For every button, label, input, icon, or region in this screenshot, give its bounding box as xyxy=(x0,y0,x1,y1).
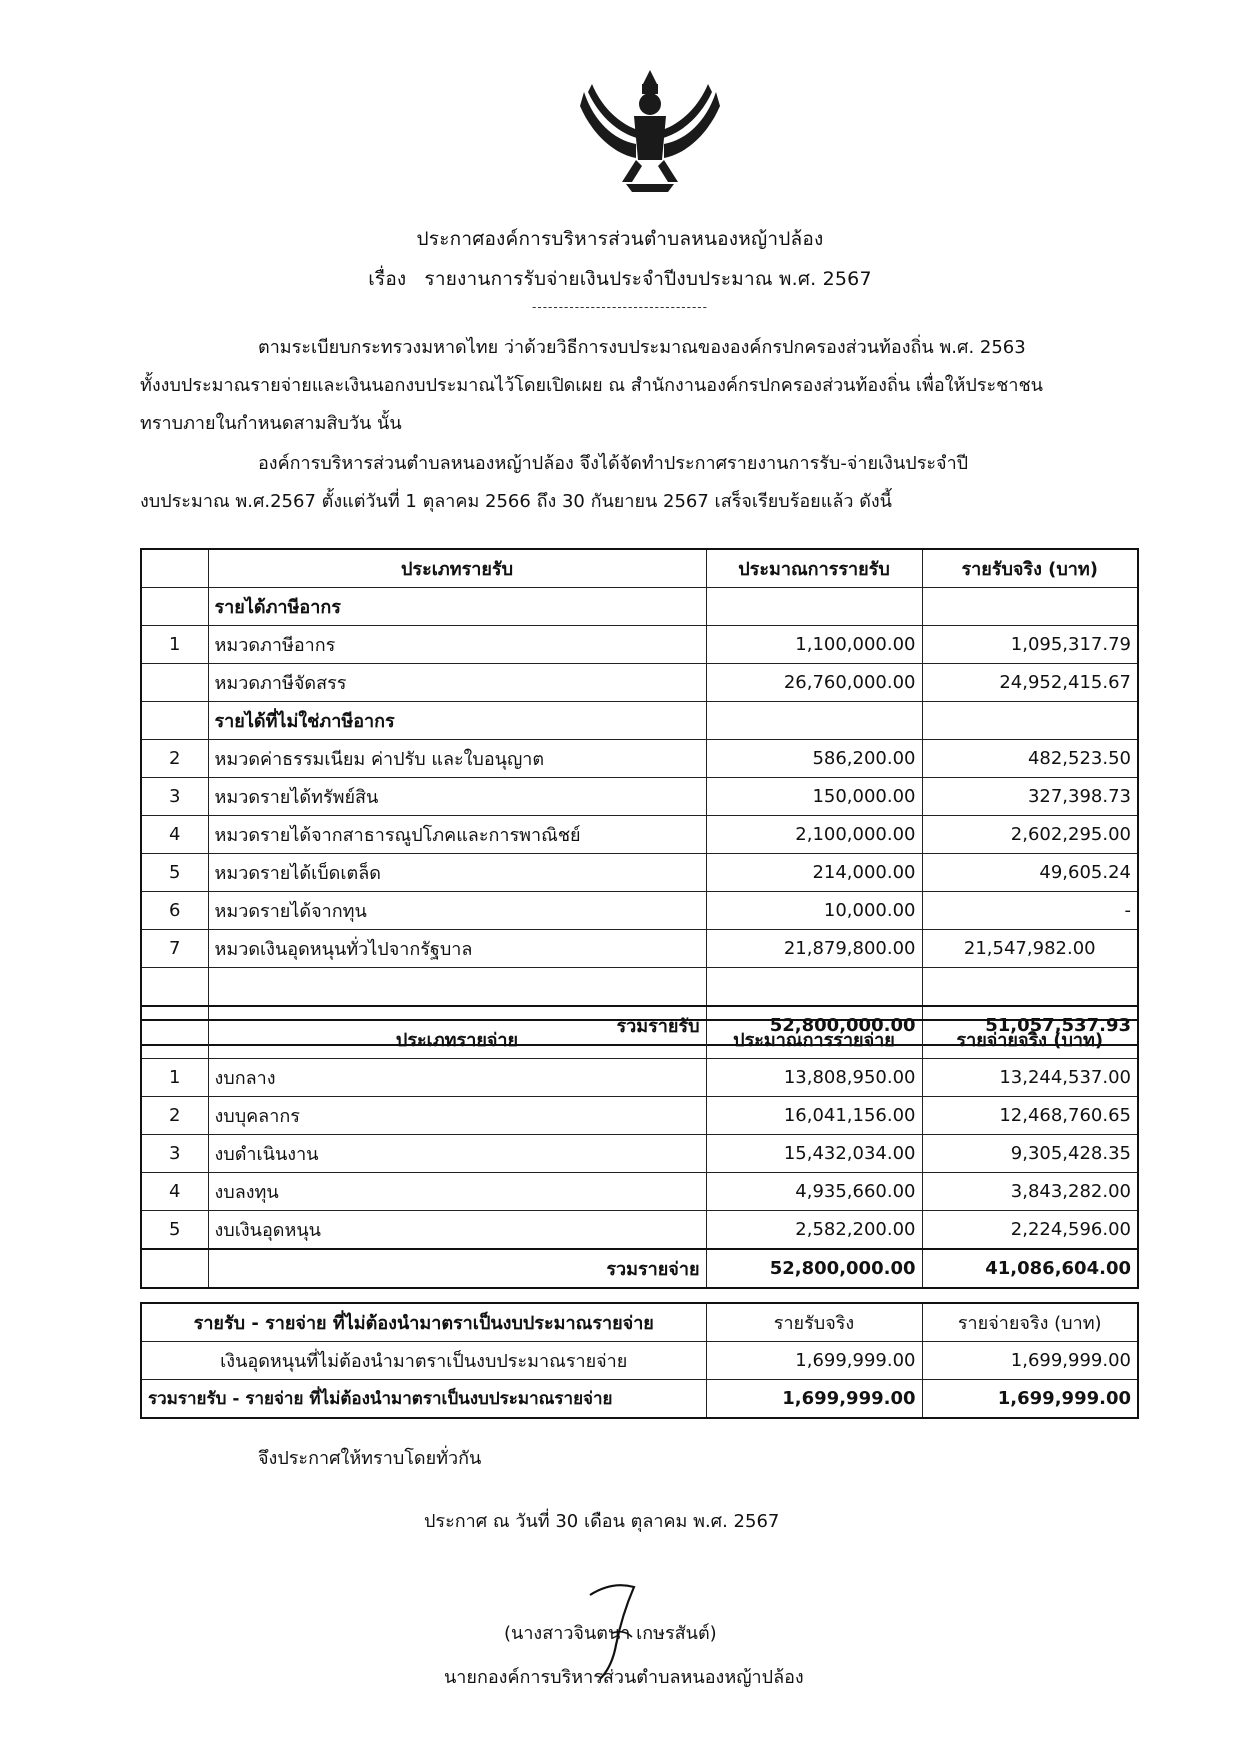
table-row xyxy=(141,1211,1138,1250)
row-actual: 21,547,982.00 xyxy=(922,930,1138,968)
row-name: งบกลาง xyxy=(208,1059,706,1097)
paragraph-1-line-1: ตามระเบียบกระทรวงมหาดไทย ว่าด้วยวิธีการงบประมาณขององค์กรปกครองส่วนท้องถิ่น พ.ศ. 2563 xyxy=(258,337,1026,358)
row-budget: 4,935,660.00 xyxy=(706,1173,922,1211)
row-actual: 2,602,295.00 xyxy=(922,816,1138,854)
row-no: 6 xyxy=(141,892,208,930)
expense-header-no xyxy=(141,1020,208,1059)
closing-notice: จึงประกาศให้ทราบโดยทั่วกัน xyxy=(258,1448,482,1469)
expense-total-label: รวมรายจ่าย xyxy=(208,1249,706,1288)
revenue-group-row xyxy=(141,702,1138,740)
revenue-total-actual: 51,057,537.93 xyxy=(922,1006,1138,1045)
row-budget: 1,100,000.00 xyxy=(706,626,922,664)
row-budget: 26,760,000.00 xyxy=(706,664,922,702)
row-no xyxy=(141,968,208,1007)
expense-header-type: ประเภทรายจ่าย xyxy=(208,1020,706,1059)
revenue-group-non-tax: รายได้ที่ไม่ใช่ภาษีอากร xyxy=(208,702,706,740)
row-expense: 1,699,999.00 xyxy=(922,1342,1138,1380)
row-actual xyxy=(922,968,1138,1007)
revenue-group-row xyxy=(141,588,1138,626)
row-name: เงินอุดหนุนที่ไม่ต้องนำมาตราเป็นงบประมาณรายจ่าย xyxy=(141,1342,706,1380)
row-budget: 15,432,034.00 xyxy=(706,1135,922,1173)
row-budget: 214,000.00 xyxy=(706,854,922,892)
revenue-total-budget: 52,800,000.00 xyxy=(706,1006,922,1045)
row-budget: 2,100,000.00 xyxy=(706,816,922,854)
non-budget-header-income: รายรับจริง xyxy=(706,1303,922,1342)
non-budget-total-row xyxy=(141,1380,1138,1419)
row-actual: 327,398.73 xyxy=(922,778,1138,816)
row-actual: 24,952,415.67 xyxy=(922,664,1138,702)
row-no: 4 xyxy=(141,1173,208,1211)
row-budget: 150,000.00 xyxy=(706,778,922,816)
table-row xyxy=(141,854,1138,892)
row-budget: 10,000.00 xyxy=(706,892,922,930)
non-budget-header-type: รายรับ - รายจ่าย ที่ไม่ต้องนำมาตราเป็นงบประมาณรายจ่าย xyxy=(141,1303,706,1342)
non-budget-total-label: รวมรายรับ - รายจ่าย ที่ไม่ต้องนำมาตราเป็นงบประมาณรายจ่าย xyxy=(141,1380,706,1419)
row-actual: - xyxy=(922,892,1138,930)
expense-header-budget: ประมาณการรายจ่าย xyxy=(706,1020,922,1059)
table-row xyxy=(141,968,1138,1007)
non-budget-total-expense: 1,699,999.00 xyxy=(922,1380,1138,1419)
row-no: 5 xyxy=(141,854,208,892)
revenue-table xyxy=(140,548,1139,1046)
non-budget-total-income: 1,699,999.00 xyxy=(706,1380,922,1419)
row-name: หมวดรายได้ทรัพย์สิน xyxy=(208,778,706,816)
signer-title: นายกองค์การบริหารส่วนตำบลหนองหญ้าปล้อง xyxy=(444,1667,804,1688)
row-actual: 9,305,428.35 xyxy=(922,1135,1138,1173)
table-row xyxy=(141,1059,1138,1097)
row-name xyxy=(208,968,706,1007)
expense-header-actual: รายจ่ายจริง (บาท) xyxy=(922,1020,1138,1059)
table-row xyxy=(141,626,1138,664)
table-row xyxy=(141,664,1138,702)
paragraph-2-line-1: องค์การบริหารส่วนตำบลหนองหญ้าปล้อง จึงได้จัดทำประกาศรายงานการรับ-จ่ายเงินประจำปี xyxy=(258,453,969,474)
revenue-group-tax: รายได้ภาษีอากร xyxy=(208,588,706,626)
paragraph-1-line-3: ทราบภายในกำหนดสามสิบวัน นั้น xyxy=(140,413,402,434)
table-row xyxy=(141,892,1138,930)
announcement-date: ประกาศ ณ วันที่ 30 เดือน ตุลาคม พ.ศ. 2567 xyxy=(424,1511,780,1532)
row-budget xyxy=(706,968,922,1007)
row-name: งบเงินอุดหนุน xyxy=(208,1211,706,1250)
table-row xyxy=(141,1097,1138,1135)
subject-label: เรื่อง xyxy=(368,268,407,290)
row-name: หมวดภาษีอากร xyxy=(208,626,706,664)
revenue-header-actual: รายรับจริง (บาท) xyxy=(922,549,1138,588)
row-no: 3 xyxy=(141,778,208,816)
row-name: งบบุคลากร xyxy=(208,1097,706,1135)
paragraph-1-line-2: ทั้งงบประมาณรายจ่ายและเงินนอกงบประมาณไว้โดยเปิดเผย ณ สำนักงานองค์กรปกครองส่วนท้องถิ่น เพื่อให้ประชาชน xyxy=(140,375,1043,396)
row-actual: 12,468,760.65 xyxy=(922,1097,1138,1135)
revenue-header-row xyxy=(141,549,1138,588)
row-name: หมวดค่าธรรมเนียม ค่าปรับ และใบอนุญาต xyxy=(208,740,706,778)
non-budget-header-row xyxy=(141,1303,1138,1342)
row-budget: 2,582,200.00 xyxy=(706,1211,922,1250)
row-no: 2 xyxy=(141,1097,208,1135)
row-budget: 586,200.00 xyxy=(706,740,922,778)
revenue-header-type: ประเภทรายรับ xyxy=(208,549,706,588)
row-actual: 482,523.50 xyxy=(922,740,1138,778)
garuda-emblem-icon xyxy=(574,62,726,202)
row-budget: 16,041,156.00 xyxy=(706,1097,922,1135)
non-budget-table xyxy=(140,1302,1139,1419)
expense-total-budget: 52,800,000.00 xyxy=(706,1249,922,1288)
row-name: หมวดรายได้จากทุน xyxy=(208,892,706,930)
row-no: 4 xyxy=(141,816,208,854)
table-row xyxy=(141,1173,1138,1211)
paragraph-2-line-2: งบประมาณ พ.ศ.2567 ตั้งแต่วันที่ 1 ตุลาคม 2566 ถึง 30 กันยายน 2567 เสร็จเรียบร้อยแล้ว ดังนี้ xyxy=(140,491,892,512)
expense-header-row xyxy=(141,1020,1138,1059)
announcement-subject-line xyxy=(0,264,1240,294)
row-no: 5 xyxy=(141,1211,208,1250)
table-row xyxy=(141,778,1138,816)
row-no: 3 xyxy=(141,1135,208,1173)
row-actual: 1,095,317.79 xyxy=(922,626,1138,664)
row-actual: 2,224,596.00 xyxy=(922,1211,1138,1250)
revenue-header-no xyxy=(141,549,208,588)
row-budget: 13,808,950.00 xyxy=(706,1059,922,1097)
revenue-header-budget: ประมาณการรายรับ xyxy=(706,549,922,588)
table-row xyxy=(141,740,1138,778)
row-name: หมวดรายได้เบ็ดเตล็ด xyxy=(208,854,706,892)
expense-total-row xyxy=(141,1249,1138,1288)
row-actual: 49,605.24 xyxy=(922,854,1138,892)
row-no: 1 xyxy=(141,626,208,664)
row-name: หมวดรายได้จากสาธารณูปโภคและการพาณิชย์ xyxy=(208,816,706,854)
row-income: 1,699,999.00 xyxy=(706,1342,922,1380)
subject-text: รายงานการรับจ่ายเงินประจำปีงบประมาณ พ.ศ. 2567 xyxy=(424,268,872,290)
table-row xyxy=(141,1135,1138,1173)
row-no: 2 xyxy=(141,740,208,778)
table-row xyxy=(141,930,1138,968)
row-name: หมวดเงินอุดหนุนทั่วไปจากรัฐบาล xyxy=(208,930,706,968)
expense-table xyxy=(140,1019,1139,1289)
announcement-title: ประกาศองค์การบริหารส่วนตำบลหนองหญ้าปล้อง xyxy=(416,228,824,250)
table-row xyxy=(141,816,1138,854)
signer-name: (นางสาวจินตนา เกษรสันต์) xyxy=(504,1623,717,1644)
expense-total-actual: 41,086,604.00 xyxy=(922,1249,1138,1288)
row-name: หมวดภาษีจัดสรร xyxy=(208,664,706,702)
row-name: งบดำเนินงาน xyxy=(208,1135,706,1173)
row-no xyxy=(141,664,208,702)
non-budget-header-expense: รายจ่ายจริง (บาท) xyxy=(922,1303,1138,1342)
table-row xyxy=(141,1342,1138,1380)
row-name: งบลงทุน xyxy=(208,1173,706,1211)
header-divider: --------------------------------- xyxy=(532,300,708,314)
row-no: 1 xyxy=(141,1059,208,1097)
row-no: 7 xyxy=(141,930,208,968)
row-budget: 21,879,800.00 xyxy=(706,930,922,968)
row-actual: 3,843,282.00 xyxy=(922,1173,1138,1211)
row-actual: 13,244,537.00 xyxy=(922,1059,1138,1097)
revenue-total-label: รวมรายรับ xyxy=(208,1006,706,1045)
